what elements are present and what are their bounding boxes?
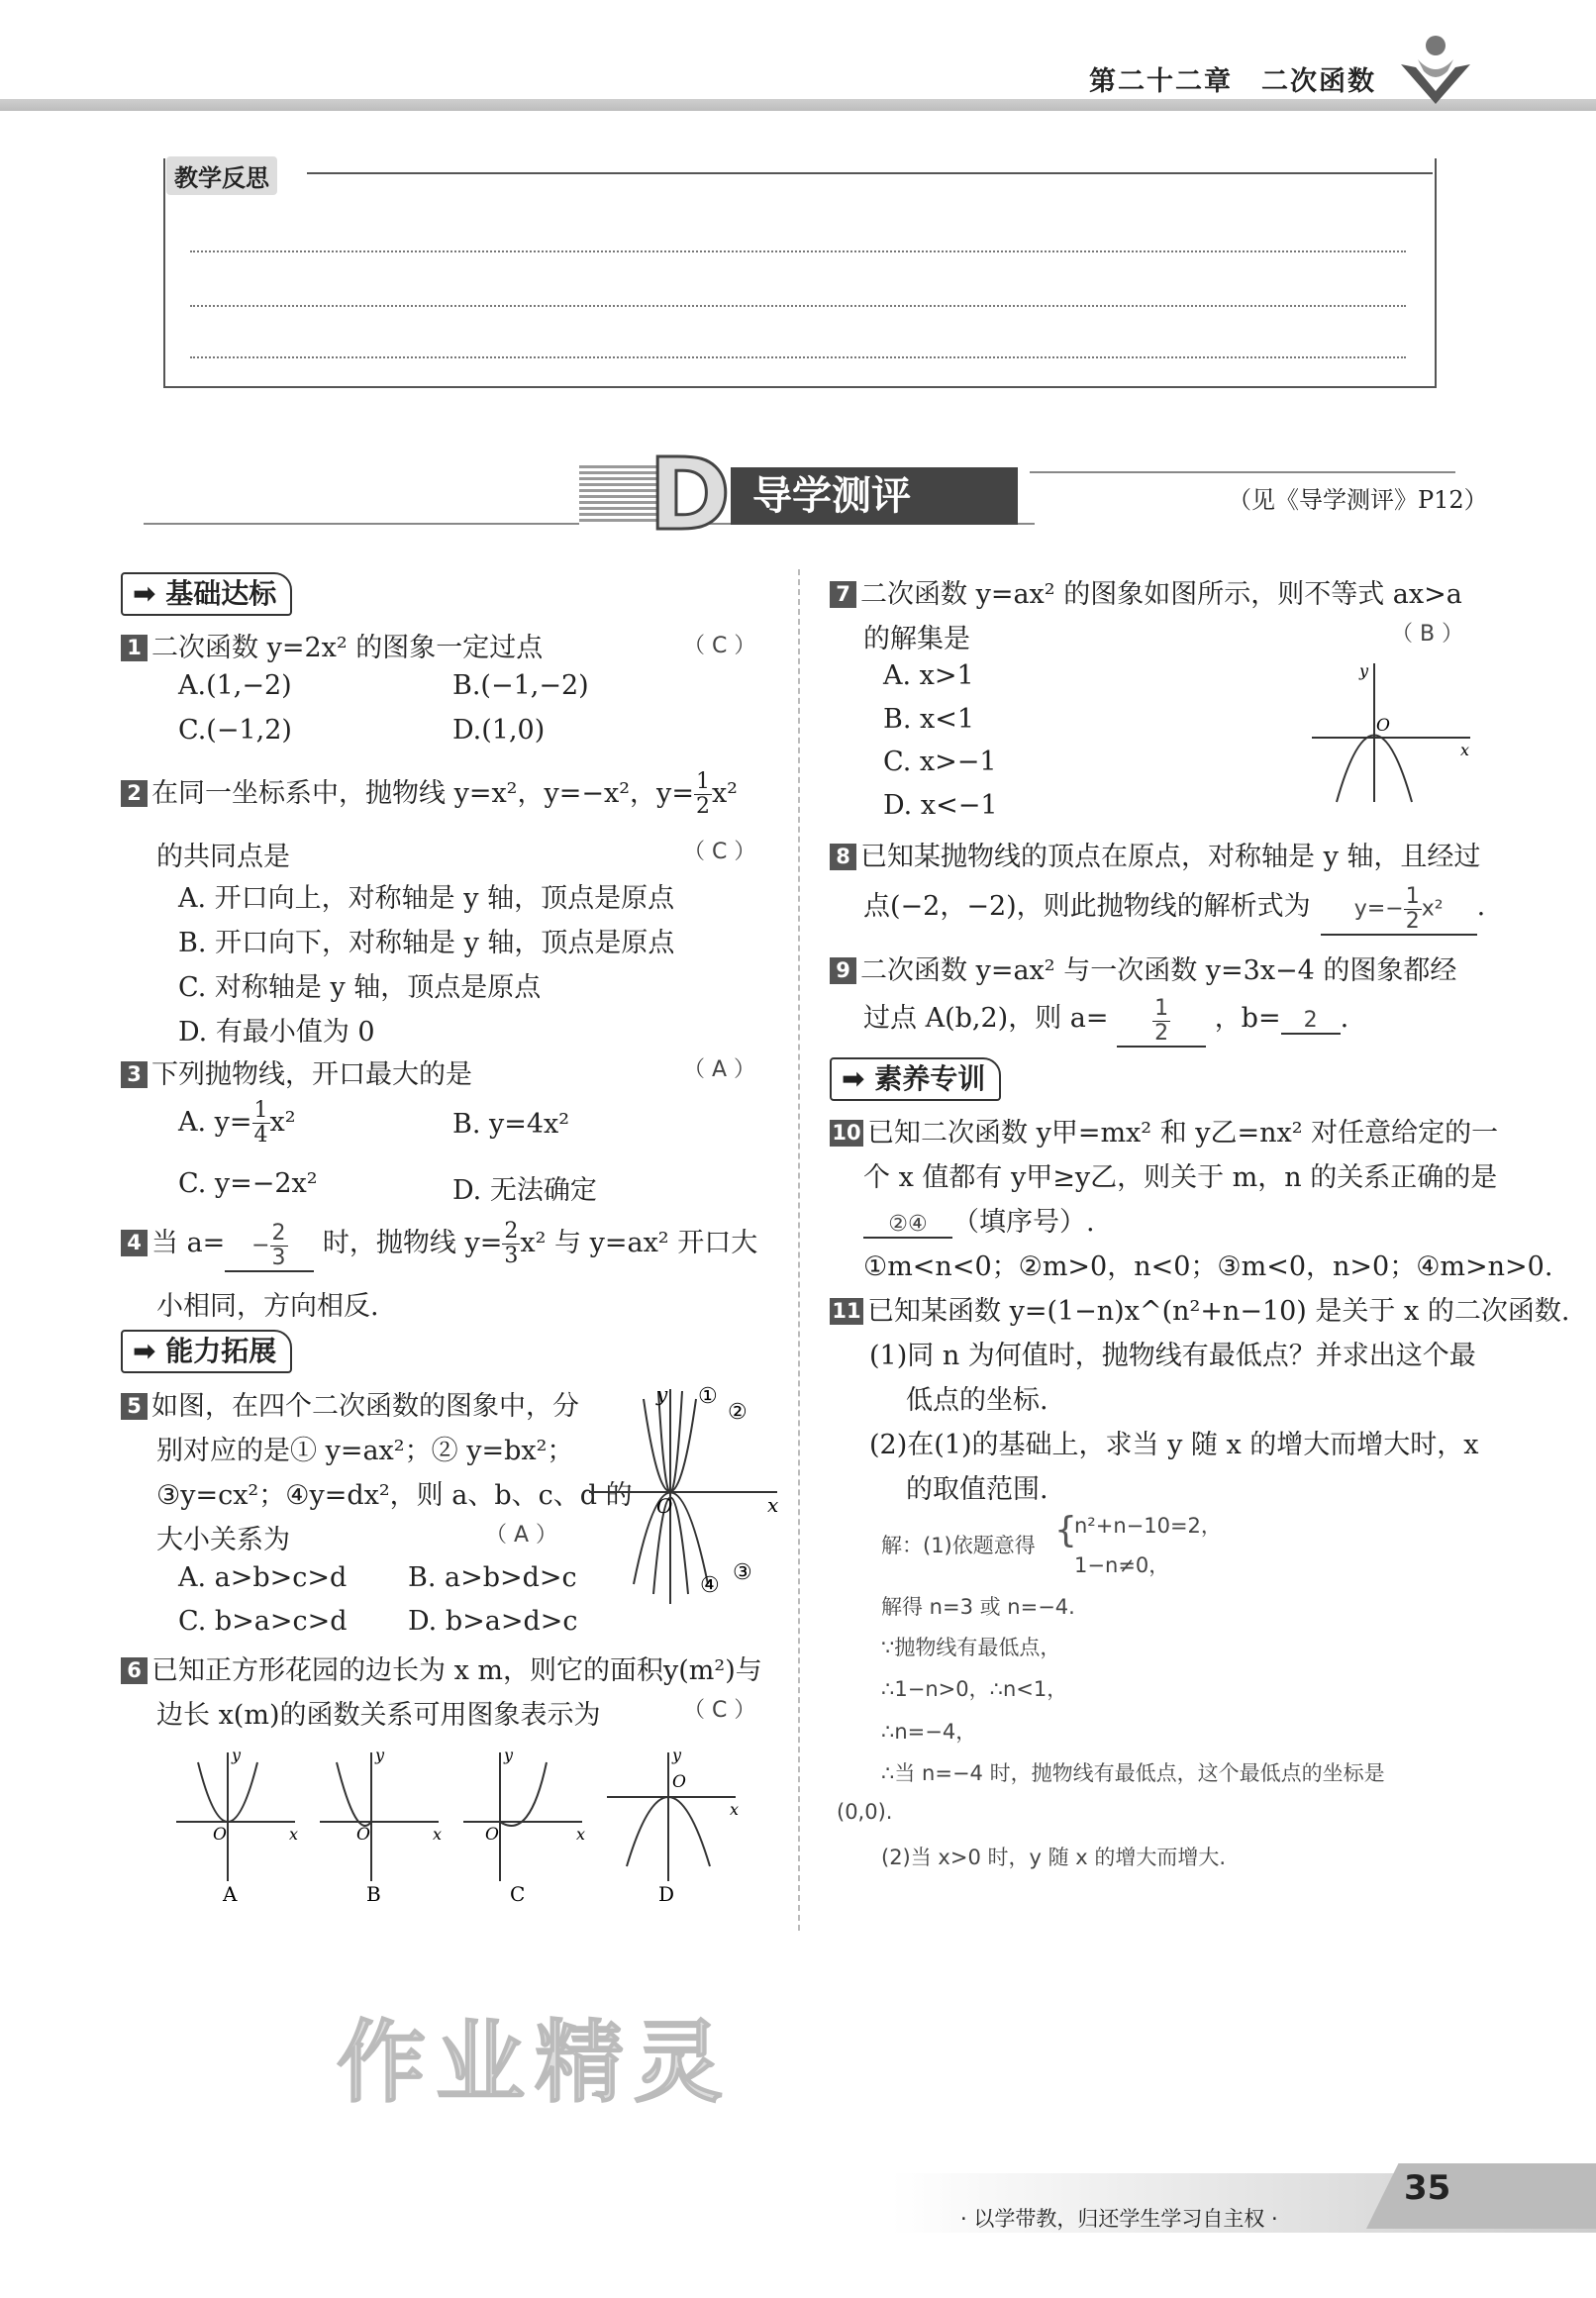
graph-b <box>320 1746 442 1906</box>
question-text: 别对应的是① y=ax²；② y=bx²； <box>156 1436 574 1466</box>
question-8: 8 已知某抛物线的顶点在原点，对称轴是 y 轴，且经过 <box>830 835 1480 873</box>
option: B. y=4x² <box>452 1109 570 1140</box>
option: A. 开口向上，对称轴是 y 轴，顶点是原点 <box>178 883 675 914</box>
question-4: 4 当 a= − $\frac{2}{3}$ 时，抛物线 y= $\frac{2}{3}$ x² 与 y=ax² 开口大 <box>121 1220 757 1272</box>
svg-text:y: y <box>504 1746 514 1764</box>
solution-line: (0,0). <box>837 1800 893 1824</box>
svg-text:y: y <box>375 1746 385 1764</box>
page-number: 35 <box>1404 2168 1451 2208</box>
question-text: ①m<n<0；②m>0，n<0；③m<0，n>0；④m>n>0. <box>863 1251 1553 1282</box>
fill-blank: $\frac{1}{2}$ <box>1117 997 1206 1048</box>
answer-mark: （ C ） <box>683 634 756 658</box>
option: C. 对称轴是 y 轴，顶点是原点 <box>178 972 542 1003</box>
fill-blank: − $\frac{2}{3}$ <box>225 1222 314 1272</box>
option: C.(−1,2) <box>178 715 292 746</box>
option: A. x>1 <box>883 660 974 691</box>
option: C. x>−1 <box>883 747 997 777</box>
subsection-ability: ➡ 能力拓展 <box>121 1330 292 1373</box>
question-2: 2 在同一坐标系中，抛物线 y=x²，y=−x²，y= $\frac{1}{2}$ x² <box>121 770 738 819</box>
divider <box>307 172 1433 174</box>
axis-y-label: y <box>656 1382 668 1406</box>
option: B. x<1 <box>883 704 975 735</box>
svg-text:x: x <box>730 1800 740 1819</box>
graph-label: A <box>223 1882 238 1906</box>
question-7: 7 二次函数 y=ax² 的图象如图所示，则不等式 ax>a <box>830 572 1462 611</box>
option: D. b>a>d>c <box>408 1606 578 1637</box>
answer-mark: （ C ） <box>683 840 756 864</box>
option: A.(1,−2) <box>178 670 292 701</box>
option: C. b>a>c>d <box>178 1606 348 1637</box>
logo-icon <box>1396 30 1475 109</box>
question-text: (2)在(1)的基础上，求当 y 随 x 的增大而增大时，x <box>869 1430 1479 1460</box>
subsection-basic: ➡ 基础达标 <box>121 572 292 616</box>
question-text: ②④ （填序号）. <box>863 1200 1095 1239</box>
curve-label: ③ <box>733 1560 752 1585</box>
question-text: 过点 A(b,2)，则 a= $\frac{1}{2}$ ，b= 2 . <box>863 995 1349 1046</box>
q6-option-graphs <box>168 1743 743 1906</box>
solution-line: ∴1−n>0，∴n<1， <box>881 1677 1068 1701</box>
svg-text:x: x <box>289 1825 299 1844</box>
question-6: 6 已知正方形花园的边长为 x m，则它的面积y(m²)与 <box>121 1649 762 1687</box>
writing-line <box>190 356 1406 358</box>
q5-parabola-graph <box>589 1381 787 1609</box>
svg-text:y: y <box>232 1746 242 1764</box>
option: D. 无法确定 <box>452 1175 597 1206</box>
footer-slogan: · 以学带教，归还学生学习自主权 · <box>960 2207 1278 2231</box>
graph-label: C <box>510 1882 526 1906</box>
graph-label: D <box>658 1882 675 1906</box>
chapter-title: 第二十二章 二次函数 <box>1089 66 1376 97</box>
graph-a <box>176 1746 298 1906</box>
page-number-tab <box>1366 2163 1596 2229</box>
svg-text:O: O <box>1376 716 1390 736</box>
fill-blank: 2 <box>1281 1008 1341 1035</box>
section-reference: （见《导学测评》P12） <box>1228 486 1488 514</box>
answer-mark: （ B ） <box>1391 622 1464 647</box>
section-title: 导学测评 <box>731 467 1018 525</box>
q7-parabola-graph <box>1307 658 1475 807</box>
svg-text:O: O <box>356 1825 370 1845</box>
svg-text:x: x <box>1460 741 1470 759</box>
svg-text:O: O <box>485 1825 499 1845</box>
question-text: 点(−2，−2)，则此抛物线的解析式为 y=− $\frac{1}{2}$ x² . <box>863 883 1486 934</box>
column-divider <box>798 569 800 1931</box>
option: D.(1,0) <box>452 715 546 746</box>
solution-line: 1−n≠0， <box>1074 1553 1170 1577</box>
svg-text:O: O <box>213 1825 227 1845</box>
svg-text:y: y <box>672 1746 682 1764</box>
solution-line: ∴当 n=−4 时，抛物线有最低点，这个最低点的坐标是 <box>881 1761 1385 1785</box>
graph-label: B <box>366 1882 381 1906</box>
writing-line <box>190 250 1406 252</box>
axis-x-label: x <box>767 1493 779 1517</box>
question-9: 9 二次函数 y=ax² 与一次函数 y=3x−4 的图象都经 <box>830 949 1456 987</box>
svg-text:x: x <box>576 1825 586 1844</box>
option: D. x<−1 <box>883 790 998 821</box>
answer-mark: （ C ） <box>683 1698 756 1723</box>
question-text: 大小关系为 <box>156 1525 290 1555</box>
question-text: ③y=cx²；④y=dx²，则 a、b、c、d 的 <box>156 1480 633 1511</box>
reflection-box <box>163 158 1437 388</box>
option: D. 有最小值为 0 <box>178 1017 375 1048</box>
brace-icon: { <box>1054 1510 1077 1550</box>
solution-line: (2)当 x>0 时，y 随 x 的增大而增大. <box>881 1846 1227 1869</box>
origin-label: O <box>656 1494 673 1518</box>
option: A. y= $\frac{1}{4}$ x² <box>178 1098 296 1148</box>
option: C. y=−2x² <box>178 1168 318 1199</box>
solution-line: 解：(1)依题意得 <box>881 1534 1036 1557</box>
svg-text:O: O <box>672 1772 686 1792</box>
option: B.(−1,−2) <box>452 670 589 701</box>
question-3: 3 下列抛物线，开口最大的是 <box>121 1052 472 1091</box>
banner-decoration <box>579 465 658 525</box>
fill-blank: y=− $\frac{1}{2}$ x² <box>1321 885 1477 936</box>
option: A. a>b>c>d <box>178 1562 348 1593</box>
divider <box>1030 471 1455 473</box>
svg-text:x: x <box>433 1825 443 1844</box>
question-text: 低点的坐标. <box>906 1385 1048 1416</box>
solution-line: ∵抛物线有最低点， <box>881 1636 1061 1659</box>
header-bar <box>0 99 1596 111</box>
section-letter: D <box>648 437 732 552</box>
option: B. 开口向下，对称轴是 y 轴，顶点是原点 <box>178 928 675 958</box>
question-11: 11 已知某函数 y=(1−n)x^(n²+n−10) 是关于 x 的二次函数. <box>830 1289 1569 1328</box>
curve-label: ① <box>698 1384 718 1409</box>
svg-text:y: y <box>1359 661 1369 680</box>
question-text: (1)同 n 为何值时，抛物线有最低点？并求出这个最 <box>869 1341 1476 1371</box>
question-text: 的解集是 <box>863 624 970 654</box>
fill-blank: ②④ <box>863 1212 952 1239</box>
curve-label: ④ <box>700 1573 720 1598</box>
question-10: 10 已知二次函数 y甲=mx² 和 y乙=nx² 对任意给定的一 <box>830 1111 1498 1149</box>
question-text: 的共同点是 <box>156 842 290 872</box>
question-5: 5 如图，在四个二次函数的图象中，分 <box>121 1384 579 1423</box>
graph-c <box>463 1746 585 1906</box>
subsection-quality: ➡ 素养专训 <box>830 1057 1001 1101</box>
question-1: 1 二次函数 y=2x² 的图象一定过点 <box>121 626 543 664</box>
answer-mark: （ A ） <box>683 1057 756 1082</box>
reflection-label: 教学反思 <box>166 156 277 195</box>
graph-d <box>607 1746 739 1906</box>
solution-line: ∴n=−4， <box>881 1720 977 1744</box>
question-text: 个 x 值都有 y甲≥y乙，则关于 m，n 的关系正确的是 <box>863 1162 1498 1193</box>
question-text: 边长 x(m)的函数关系可用图象表示为 <box>156 1700 601 1731</box>
solution-line: 解得 n=3 或 n=−4. <box>881 1595 1075 1619</box>
option: B. a>b>d>c <box>408 1562 577 1593</box>
watermark: 作业精灵 <box>337 2011 733 2115</box>
question-text: 的取值范围. <box>906 1474 1048 1505</box>
question-text: 小相同，方向相反. <box>156 1291 379 1322</box>
solution-line: n²+n−10=2， <box>1074 1514 1222 1538</box>
curve-label: ② <box>728 1400 748 1425</box>
answer-mark: （ A ） <box>485 1523 558 1548</box>
writing-line <box>190 305 1406 307</box>
